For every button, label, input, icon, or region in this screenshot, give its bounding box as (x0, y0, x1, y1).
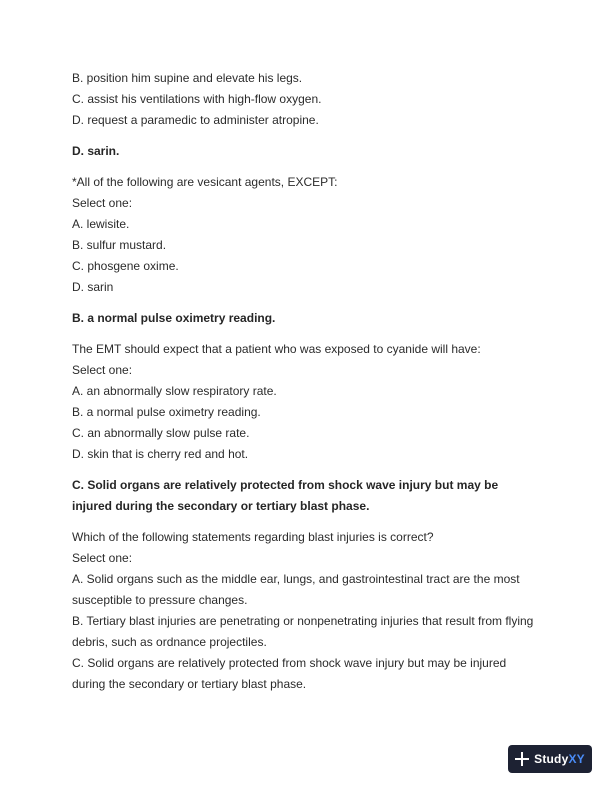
q2-question: *All of the following are vesicant agents, EXCEPT: (72, 175, 338, 189)
q4-option-b-line-1: B. Tertiary blast injuries are penetrating or nonpenetrating injuries that result from flying (72, 614, 534, 628)
q2-option-d: D. sarin (72, 280, 114, 294)
q3-answer: B. a normal pulse oximetry reading. (72, 311, 276, 325)
q3-option-a: A. an abnormally slow respiratory rate. (72, 384, 277, 398)
q3-option-c: C. an abnormally slow pulse rate. (72, 426, 250, 440)
q4-prompt: Select one: (72, 551, 133, 565)
q2-option-a: A. lewisite. (72, 217, 130, 231)
q1-option-b: B. position him supine and elevate his legs. (72, 71, 303, 85)
q1-option-d: D. request a paramedic to administer atropine. (72, 113, 319, 127)
q4-option-c-line-2: during the secondary or tertiary blast phase. (72, 677, 307, 691)
brand-logo-text (534, 752, 585, 766)
studyxy-badge[interactable] (508, 745, 592, 773)
plus-icon (515, 752, 529, 766)
q3-option-b: B. a normal pulse oximetry reading. (72, 405, 261, 419)
q4-option-a-line-2: susceptible to pressure changes. (72, 593, 248, 607)
q4-option-a-line-1: A. Solid organs such as the middle ear, lungs, and gastrointestinal tract are the most (72, 572, 520, 586)
q3-option-d: D. skin that is cherry red and hot. (72, 447, 249, 461)
q2-option-c: C. phosgene oxime. (72, 259, 179, 273)
document-page (72, 68, 552, 695)
q4-answer-line-1: C. Solid organs are relatively protected from shock wave injury but may be (72, 478, 499, 492)
q4-answer-line-2: injured during the secondary or tertiary blast phase. (72, 499, 370, 513)
q4-question: Which of the following statements regarding blast injuries is correct? (72, 530, 434, 544)
brand-accent: XY (568, 752, 585, 766)
q3-prompt: Select one: (72, 363, 133, 377)
q3-question: The EMT should expect that a patient who was exposed to cyanide will have: (72, 342, 481, 356)
q4-option-b-line-2: debris, such as ordnance projectiles. (72, 635, 267, 649)
q2-answer: D. sarin. (72, 144, 120, 158)
q2-option-b: B. sulfur mustard. (72, 238, 167, 252)
q4-option-c-line-1: C. Solid organs are relatively protected from shock wave injury but may be injured (72, 656, 507, 670)
q2-prompt: Select one: (72, 196, 133, 210)
q1-option-c: C. assist his ventilations with high-flow oxygen. (72, 92, 322, 106)
brand-main: Study (534, 752, 569, 766)
